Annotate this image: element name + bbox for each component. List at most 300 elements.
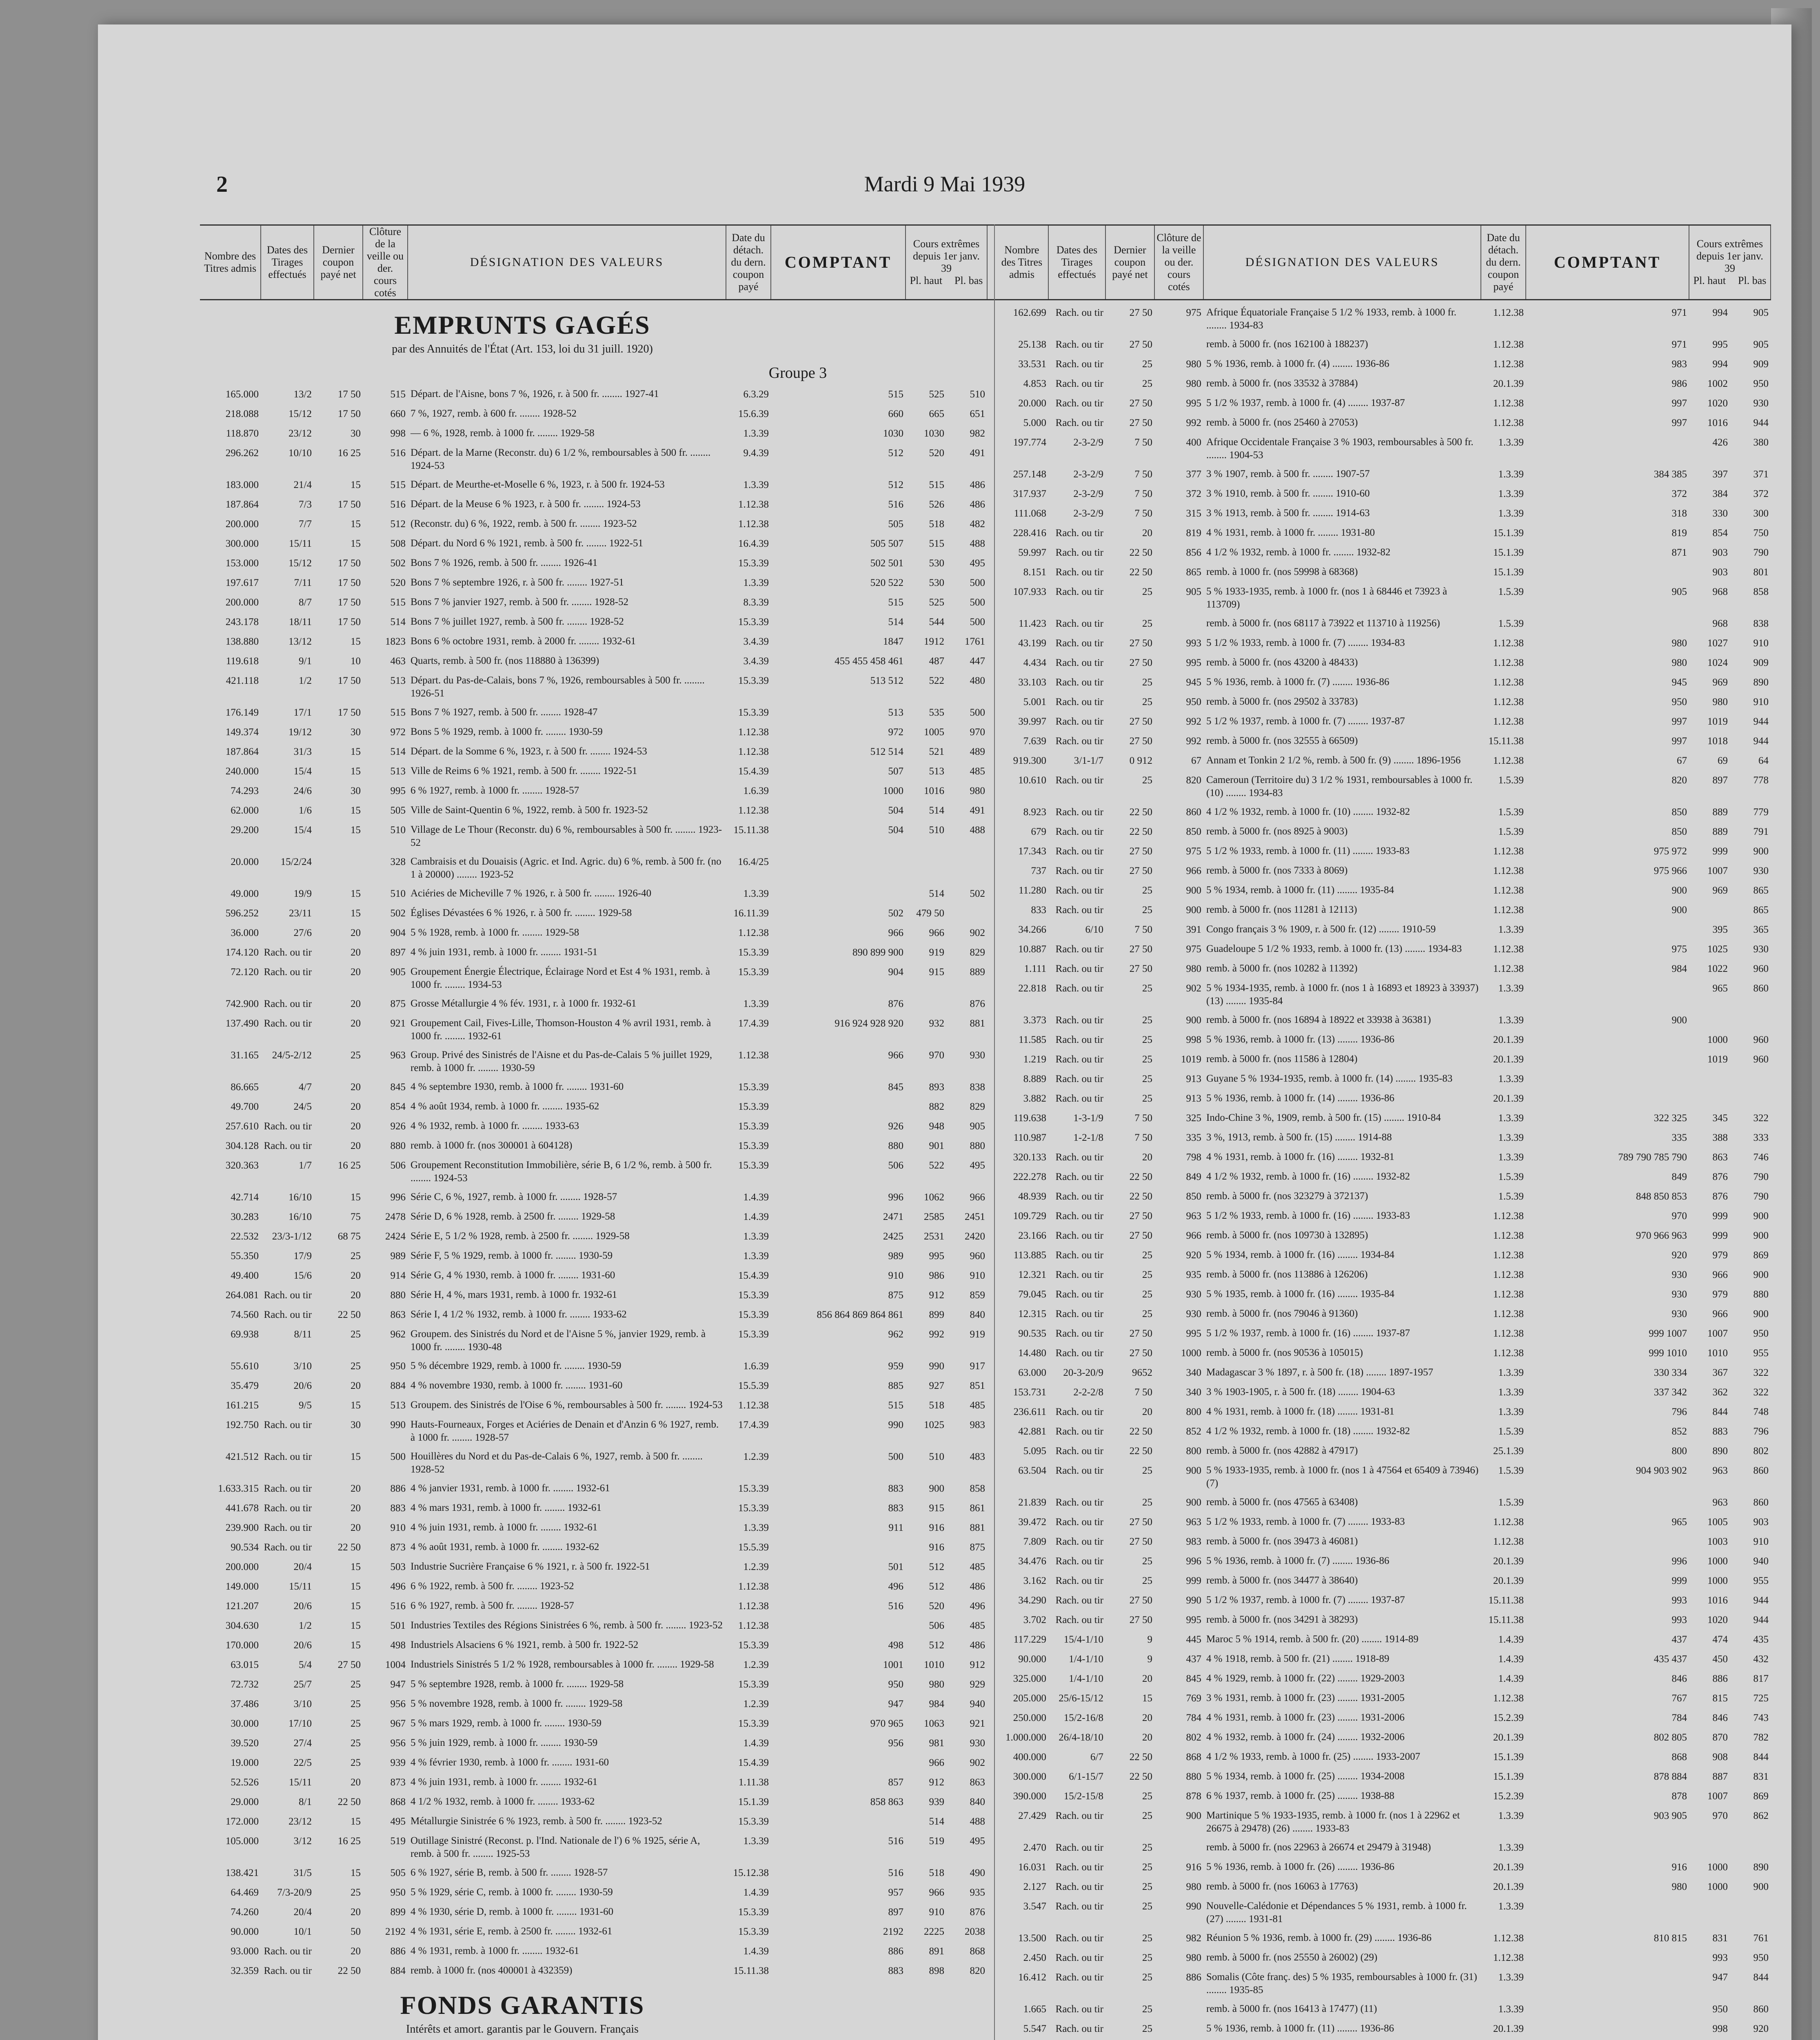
cell-nombre: 63.000	[1018, 1367, 1046, 1378]
cell-cloture: 510	[390, 825, 406, 836]
cell-cloture: 863	[390, 1309, 406, 1320]
cell-comptant: 905	[1671, 586, 1687, 597]
cell-comptant: 903 905	[1654, 1810, 1687, 1821]
table-row	[996, 526, 1771, 540]
cell-dernier: 20	[351, 1270, 361, 1281]
cell-haut: 986	[929, 1270, 944, 1281]
cell-dates: 15/2-15/8	[1063, 1791, 1103, 1802]
cell-dernier: 20	[351, 1018, 361, 1029]
cell-desc: Métallurgie Sinistrée 6 % 1923, remb. à 500 fr. ........ 1923-52	[411, 1816, 662, 1827]
cell-cloture: 463	[390, 656, 406, 667]
cell-dernier: 20	[351, 1522, 361, 1533]
cell-desc: 6 % 1922, remb. à 500 fr. ........ 1923-52	[411, 1581, 574, 1592]
cell-desc: 4 % 1929, remb. à 1000 fr. (22) ........ 1929-2003	[1206, 1673, 1405, 1684]
cell-bas: 651	[970, 408, 985, 419]
cell-desc: Série D, 6 % 1928, remb. à 2500 fr. ........ 1929-58	[411, 1211, 615, 1222]
table-row	[996, 1464, 1771, 1490]
table-row	[996, 754, 1771, 768]
cell-haut: 1000	[1707, 1034, 1728, 1045]
cell-dernier: 17 50	[337, 616, 361, 628]
cell-date: 1.3.39	[1498, 508, 1524, 519]
cell-dernier: 17 50	[337, 389, 361, 400]
hdr-r-cloture: Clôture de la veille ou der. cours cotés	[1155, 226, 1204, 299]
cell-desc: Somalis (Côte franç. des) 5 % 1935, remboursables à 1000 fr. (31) ........ 1935-85	[1206, 1971, 1477, 1996]
cell-date: 15.3.39	[738, 1160, 769, 1171]
cell-desc: 6 % 1927, série B, remb. à 500 fr. ........ 1928-57	[411, 1867, 608, 1878]
cell-dernier: 25	[1142, 1073, 1152, 1084]
table-row	[200, 635, 996, 649]
cell-cloture: 437	[1186, 1654, 1201, 1665]
cell-date: 15.3.39	[738, 1718, 769, 1729]
cell-desc: Ville de Saint-Quentin 6 %, 1922, remb. à 500 fr. 1923-52	[411, 805, 648, 816]
cell-nombre: 919.300	[1013, 755, 1046, 766]
cell-nombre: 12.321	[1018, 1269, 1046, 1280]
cell-nombre: 400.000	[1013, 1752, 1046, 1763]
cell-cloture: 1004	[385, 1659, 406, 1670]
cell-date: 15.11.38	[733, 1965, 769, 1976]
cell-dates: 10/1	[293, 1926, 312, 1937]
cell-cloture: 900	[1186, 1497, 1201, 1508]
cell-date: 1.3.39	[743, 1522, 769, 1533]
cell-desc: 5 1/2 % 1933, remb. à 1000 fr. (7) ........ 1933-83	[1206, 1516, 1405, 1527]
cell-desc: Congo français 3 % 1909, r. à 500 fr. (12) ........ 1910-59	[1206, 924, 1436, 935]
cell-bas: 483	[970, 1451, 985, 1462]
cell-dates: Rach. ou tir	[1055, 983, 1103, 994]
cell-haut	[1689, 903, 1730, 917]
cell-date: 1.3.39	[1498, 2004, 1524, 2015]
cell-haut: 512	[929, 1640, 944, 1651]
cell-nombre: 300.000	[225, 538, 259, 549]
cell-haut: 1000	[1707, 1862, 1728, 1873]
cell-haut: 530	[929, 558, 944, 569]
table-row	[200, 1697, 996, 1711]
cell-comptant: 337 342	[1654, 1387, 1687, 1398]
cell-desc: Série E, 5 1/2 % 1928, remb. à 2500 fr. ........ 1929-58	[411, 1231, 630, 1242]
cell-desc: 5 1/2 % 1933, remb. à 1000 fr. (7) ........ 1934-83	[1206, 637, 1405, 648]
cell-haut: 479 50	[916, 908, 944, 919]
cell-dernier: 15	[351, 1620, 361, 1631]
cell-dernier: 25	[1142, 775, 1152, 786]
cell-date: 15.1.39	[1493, 567, 1524, 578]
table-row	[200, 1964, 996, 1978]
cell-nombre: 74.260	[231, 1907, 259, 1918]
cell-cloture: 769	[1186, 1693, 1201, 1704]
cell-date: 1.12.38	[1493, 1693, 1524, 1704]
cell-date: 1.12.38	[738, 1050, 769, 1061]
cell-nombre: 105.000	[225, 1836, 259, 1847]
cell-bas: 748	[1753, 1406, 1769, 1417]
cell-comptant: 990	[888, 1419, 903, 1430]
cell-bas: 796	[1753, 1426, 1769, 1437]
cell-bas: 900	[1753, 1211, 1769, 1222]
cell-comptant: 911	[888, 1522, 903, 1533]
cell-desc: Groupement Cail, Fives-Lille, Thomson-Houston 4 % avril 1931, remb. à 1000 fr. ........ 1932-61	[411, 1018, 711, 1042]
cell-haut: 1024	[1707, 657, 1728, 668]
cell-desc: Départ. de la Marne (Reconstr. du) 6 1/2 %, remboursables à 500 fr. ........ 1924-53	[411, 447, 711, 471]
cell-dernier: 15	[351, 805, 361, 816]
table-row	[996, 546, 1771, 560]
cell-nombre: 17.343	[1018, 846, 1046, 857]
cell-desc: 3 % 1910, remb. à 500 fr. ........ 1910-60	[1206, 488, 1370, 499]
table-row	[996, 338, 1771, 352]
cell-dernier: 20	[1142, 1732, 1152, 1743]
cell-nombre: 320.363	[225, 1160, 259, 1171]
cell-comptant: 856 864 869 864 861	[817, 1309, 903, 1320]
cell-dates: 5/4	[299, 1659, 312, 1670]
cell-comptant: 516	[888, 499, 903, 510]
table-row	[200, 1080, 996, 1094]
table-row	[996, 1248, 1771, 1262]
table-row	[200, 1639, 996, 1652]
cell-desc: Houillères du Nord et du Pas-de-Calais 6 %, 1927, remb. à 500 fr. ........ 1928-52	[411, 1451, 703, 1475]
table-row	[200, 615, 996, 629]
cell-bas: 960	[970, 1251, 985, 1262]
cell-comptant: 2471	[883, 1211, 903, 1222]
cell-haut: 1000	[1707, 1575, 1728, 1586]
cell-haut: 992	[929, 1329, 944, 1340]
cell-date: 1.12.38	[738, 1400, 769, 1411]
table-row	[200, 1541, 996, 1554]
cell-bas: 869	[1753, 1250, 1769, 1261]
cell-date: 20.1.39	[1493, 378, 1524, 389]
cell-bas: 902	[970, 927, 985, 938]
cell-dernier: 27 50	[1129, 865, 1152, 876]
table-row	[200, 1521, 996, 1535]
cell-bas: 940	[1753, 1556, 1769, 1567]
cell-cloture: 784	[1186, 1712, 1201, 1723]
table-row	[200, 706, 996, 720]
cell-nombre: 137.490	[225, 1018, 259, 1029]
table-row	[200, 946, 996, 960]
cell-date: 1.5.39	[1498, 826, 1524, 837]
cell-date: 1.12.38	[1493, 944, 1524, 955]
cell-dates: Rach. ou tir	[264, 1965, 312, 1976]
cell-bas: 500	[970, 577, 985, 588]
cell-dernier: 25	[1142, 983, 1152, 994]
cell-cloture: 2192	[385, 1926, 406, 1937]
cell-nombre: 300.000	[1013, 1771, 1046, 1782]
cell-dernier: 22 50	[1129, 826, 1152, 837]
table-row	[200, 446, 996, 472]
cell-nombre: 149.000	[225, 1581, 259, 1592]
cell-cloture: 498	[390, 1640, 406, 1651]
cell-date: 15.4.39	[738, 1757, 769, 1768]
cell-date: 9.4.39	[743, 448, 769, 459]
cell-dates: Rach. ou tir	[1055, 528, 1103, 539]
table-row	[996, 884, 1771, 898]
cell-bas: 490	[970, 1867, 985, 1878]
cell-dates: 15/11	[289, 1581, 312, 1592]
cell-dates: 9/1	[299, 656, 312, 667]
cell-nombre: 3.162	[1023, 1575, 1046, 1586]
cell-desc: 5 % 1936, remb. à 1000 fr. (14) ........ 1936-86	[1206, 1093, 1395, 1104]
cell-cloture: 910	[390, 1522, 406, 1533]
cell-dernier: 27 50	[1129, 1230, 1152, 1241]
cell-cloture: 899	[390, 1907, 406, 1918]
table-row	[200, 557, 996, 570]
cell-nombre: 111.068	[1014, 508, 1046, 519]
cell-dates: Rach. ou tir	[264, 998, 312, 1009]
cell-cloture: 508	[390, 538, 406, 549]
cell-comptant: 997	[1671, 417, 1687, 428]
cell-nombre: 16.031	[1018, 1862, 1046, 1873]
cell-date: 16.11.39	[733, 908, 769, 919]
cell-dates: 15/11	[289, 538, 312, 549]
cell-dernier: 9	[1147, 1654, 1152, 1665]
cell-nombre: 39.520	[231, 1738, 259, 1749]
cell-dates: Rach. ou tir	[1055, 1289, 1103, 1300]
cell-cloture: 883	[390, 1503, 406, 1514]
table-row	[996, 416, 1771, 430]
cell-comptant: 986	[1671, 378, 1687, 389]
cell-date: 15.3.39	[738, 1926, 769, 1937]
cell-comptant: 876	[888, 998, 903, 1009]
cell-haut: 512	[929, 1561, 944, 1572]
cell-dernier: 17 50	[337, 577, 361, 588]
cell-dates: Rach. ou tir	[1055, 1465, 1103, 1476]
cell-haut: 916	[929, 1542, 944, 1553]
cell-dernier: 25	[351, 1738, 361, 1749]
cell-nombre: 110.987	[1013, 1132, 1046, 1143]
cell-comptant	[1526, 982, 1689, 1008]
cell-date: 15.3.39	[738, 1309, 769, 1320]
cell-comptant: 972	[888, 727, 903, 738]
cell-dates: 1/7	[299, 1160, 312, 1171]
cell-comptant: 959	[888, 1361, 903, 1372]
cell-dernier: 25	[351, 1718, 361, 1729]
table-row	[996, 1268, 1771, 1282]
cell-nombre: 304.630	[225, 1620, 259, 1631]
cell-cloture: 983	[1186, 1536, 1201, 1547]
cell-comptant	[1526, 923, 1689, 937]
cell-dates: 6/10	[1085, 924, 1103, 935]
cell-haut: 1005	[924, 727, 944, 738]
cell-cloture: 996	[1186, 1556, 1201, 1567]
cell-dates: 20/6	[293, 1640, 312, 1651]
cell-cloture: 990	[1186, 1901, 1201, 1912]
cell-nombre: 49.000	[231, 888, 259, 899]
cell-haut: 1912	[924, 636, 944, 647]
cell-haut: 970	[1712, 1810, 1728, 1821]
cell-date: 15.4.39	[738, 1270, 769, 1281]
cell-haut: 1010	[1707, 1348, 1728, 1359]
cell-desc: remb. à 5000 fr. (nos 25460 à 27053)	[1206, 417, 1358, 428]
cell-comptant: 504	[888, 805, 903, 816]
cell-haut: 980	[1712, 696, 1728, 707]
cell-cloture: 956	[390, 1738, 406, 1749]
cell-comptant: 498	[888, 1640, 903, 1651]
cell-date: 1.2.39	[743, 1699, 769, 1710]
cell-dernier: 27 50	[1129, 307, 1152, 318]
cell-bas: 889	[970, 967, 985, 978]
cell-dernier: 16 25	[337, 448, 361, 459]
cell-cloture	[1155, 2002, 1204, 2016]
cell-dernier: 7 50	[1134, 437, 1152, 448]
cell-dernier: 25	[1142, 696, 1152, 707]
cell-date: 1.3.39	[743, 998, 769, 1009]
cell-bas: 900	[1753, 846, 1769, 857]
cell-dates: 2-3-2/9	[1073, 488, 1103, 499]
cell-cloture: 992	[1186, 417, 1201, 428]
cell-bas: 495	[970, 1836, 985, 1847]
cell-bas: 790	[1753, 547, 1769, 558]
cell-nombre: 48.939	[1018, 1191, 1046, 1202]
cell-bas: 950	[1753, 378, 1769, 389]
cell-cloture: 990	[390, 1419, 406, 1430]
cell-desc: Groupem. des Sinistrés de l'Oise 6 %, remboursables à 500 fr. ........ 1924-53	[411, 1399, 723, 1410]
cell-nombre: 3.882	[1023, 1093, 1046, 1104]
table-row	[200, 1717, 996, 1731]
cell-haut: 1007	[1707, 865, 1728, 876]
table-row	[200, 1191, 996, 1204]
cell-bas: 944	[1753, 1614, 1769, 1625]
cell-date: 1.3.39	[1498, 924, 1524, 935]
hdr-r-pl-haut: Pl. haut	[1693, 275, 1726, 286]
cell-haut: 916	[929, 1522, 944, 1533]
cell-nombre: 257.148	[1013, 469, 1046, 480]
cell-bas: 510	[970, 389, 985, 400]
cell-cloture: 963	[1186, 1517, 1201, 1528]
cell-bas: 782	[1753, 1732, 1769, 1743]
table-row	[200, 1678, 996, 1692]
cell-cloture: 905	[390, 967, 406, 978]
cell-bas: 930	[1753, 865, 1769, 876]
cell-comptant	[1526, 565, 1689, 579]
cell-desc: 5 % mars 1929, remb. à 1000 fr. ........ 1930-59	[411, 1718, 601, 1729]
cell-bas: 858	[970, 1483, 985, 1494]
table-row	[996, 1033, 1771, 1047]
table-row	[996, 377, 1771, 391]
cell-nombre: 119.618	[226, 656, 259, 667]
cell-dernier: 68 75	[337, 1231, 361, 1242]
cell-dernier: 17 50	[337, 597, 361, 608]
cell-haut	[1689, 1092, 1730, 1106]
cell-dernier: 25	[1142, 1933, 1152, 1944]
cell-bas: 491	[970, 448, 985, 459]
cell-comptant: 999 1010	[1649, 1348, 1687, 1359]
cell-nombre: 113.885	[1013, 1250, 1046, 1261]
cell-comptant: 980	[1671, 638, 1687, 649]
cell-comptant: 975	[1671, 944, 1687, 955]
cell-dernier: 25	[1142, 1054, 1152, 1065]
table-row	[996, 306, 1771, 332]
cell-cloture: 819	[1186, 528, 1201, 539]
cell-haut: 883	[1712, 1426, 1728, 1437]
cell-bas: 944	[1753, 716, 1769, 727]
cell-comptant	[1526, 1496, 1689, 1510]
cell-bas: 802	[1753, 1446, 1769, 1457]
cell-comptant: 2425	[883, 1231, 903, 1242]
table-row	[200, 1501, 996, 1515]
table-row	[200, 1756, 996, 1770]
cell-date: 1.12.38	[1493, 865, 1524, 876]
table-row	[996, 1574, 1771, 1588]
cell-nombre: 62.000	[231, 805, 259, 816]
cell-desc: 5 % 1936, remb. à 1000 fr. (26) ........ 1936-86	[1206, 1861, 1395, 1872]
cell-desc: 5 1/2 % 1937, remb. à 1000 fr. (16) ........ 1937-87	[1206, 1328, 1410, 1339]
cell-nombre: 23.166	[1018, 1230, 1046, 1241]
cell-cloture: 980	[1186, 1881, 1201, 1892]
cell-nombre: 239.900	[225, 1522, 259, 1533]
right-column	[996, 306, 1771, 2040]
cell-nombre: 257.610	[225, 1121, 259, 1132]
cell-nombre: 12.315	[1018, 1308, 1046, 1319]
cell-comptant: 796	[1671, 1406, 1687, 1417]
cell-date: 1.4.39	[743, 1946, 769, 1957]
cell-desc: Série H, 4 %, mars 1931, remb. à 1000 fr. 1932-61	[411, 1289, 617, 1300]
cell-date: 1.12.38	[1493, 755, 1524, 766]
cell-bas: 371	[1753, 469, 1769, 480]
cell-haut: 519	[929, 1836, 944, 1847]
cell-bas: 829	[970, 947, 985, 958]
cell-cloture: 897	[390, 947, 406, 958]
cell-comptant: 767	[1671, 1693, 1687, 1704]
cell-nombre: 3.547	[1023, 1901, 1046, 1912]
cell-dernier: 7 50	[1134, 469, 1152, 480]
cell-dernier: 15	[351, 538, 361, 549]
cell-date: 1.12.38	[738, 1601, 769, 1612]
hdr-dernier: Dernier coupon payé net	[314, 226, 363, 299]
cell-date: 15.6.39	[738, 408, 769, 419]
cell-desc: 5 % juin 1929, remb. à 1000 fr. ........ 1930-59	[411, 1737, 598, 1748]
cell-cloture: 900	[1186, 905, 1201, 916]
cell-bas: 930	[970, 1738, 985, 1749]
cell-desc: 7 %, 1927, remb. à 600 fr. ........ 1928-52	[411, 408, 577, 419]
cell-dates: Rach. ou tir	[1055, 567, 1103, 578]
cell-cloture: 372	[1186, 488, 1201, 499]
cell-desc: remb. à 5000 fr. (nos 11586 à 12804)	[1206, 1053, 1358, 1064]
cell-bas: 909	[1753, 359, 1769, 370]
cell-date: 1.3.39	[1498, 1132, 1524, 1143]
table-row	[200, 765, 996, 778]
cell-date: 16.4.39	[738, 538, 769, 549]
cell-haut: 1000	[1707, 1556, 1728, 1567]
cell-bas: 909	[1753, 657, 1769, 668]
cell-desc: remb. à 5000 fr. (nos 33532 à 37884)	[1206, 378, 1358, 389]
cell-date: 1.3.39	[1498, 1842, 1524, 1853]
table-row	[996, 436, 1771, 462]
cell-date: 15.12.38	[733, 1867, 769, 1878]
cell-cloture: 335	[1186, 1132, 1201, 1143]
table-row	[996, 487, 1771, 501]
cell-cloture: 995	[1186, 1328, 1201, 1339]
cell-date: 1.3.39	[1498, 437, 1524, 448]
cell-dates: 24/5-2/12	[272, 1050, 312, 1061]
cell-desc: Série F, 5 % 1929, remb. à 1000 fr. ........ 1930-59	[411, 1250, 613, 1261]
cell-date: 1.3.39	[743, 1836, 769, 1847]
cell-dates: Rach. ou tir	[1055, 417, 1103, 428]
cell-date: 8.3.39	[743, 597, 769, 608]
cell-dernier: 20	[1142, 528, 1152, 539]
cell-cloture: 902	[1186, 983, 1201, 994]
cell-haut: 968	[1712, 618, 1728, 629]
cell-haut: 963	[1712, 1497, 1728, 1508]
cell-comptant: 890 899 900	[852, 947, 903, 958]
cell-date: 1.2.39	[743, 1451, 769, 1462]
cell-date: 1.3.39	[1498, 488, 1524, 499]
cell-nombre: 5.095	[1023, 1446, 1046, 1457]
table-row	[200, 654, 996, 668]
cell-dates: Rach. ou tir	[1055, 1842, 1103, 1853]
cell-nombre: 69.938	[231, 1329, 259, 1340]
cell-haut: 544	[929, 616, 944, 628]
cell-dernier: 25	[1142, 1901, 1152, 1912]
cell-cloture: 884	[390, 1380, 406, 1391]
cell-desc: 5 1/2 % 1933, remb. à 1000 fr. (11) ........ 1933-83	[1206, 845, 1410, 856]
cell-haut: 932	[929, 1018, 944, 1029]
cell-dates: Rach. ou tir	[1055, 1348, 1103, 1359]
hdr-dates: Dates des Tirages effectués	[261, 226, 314, 299]
